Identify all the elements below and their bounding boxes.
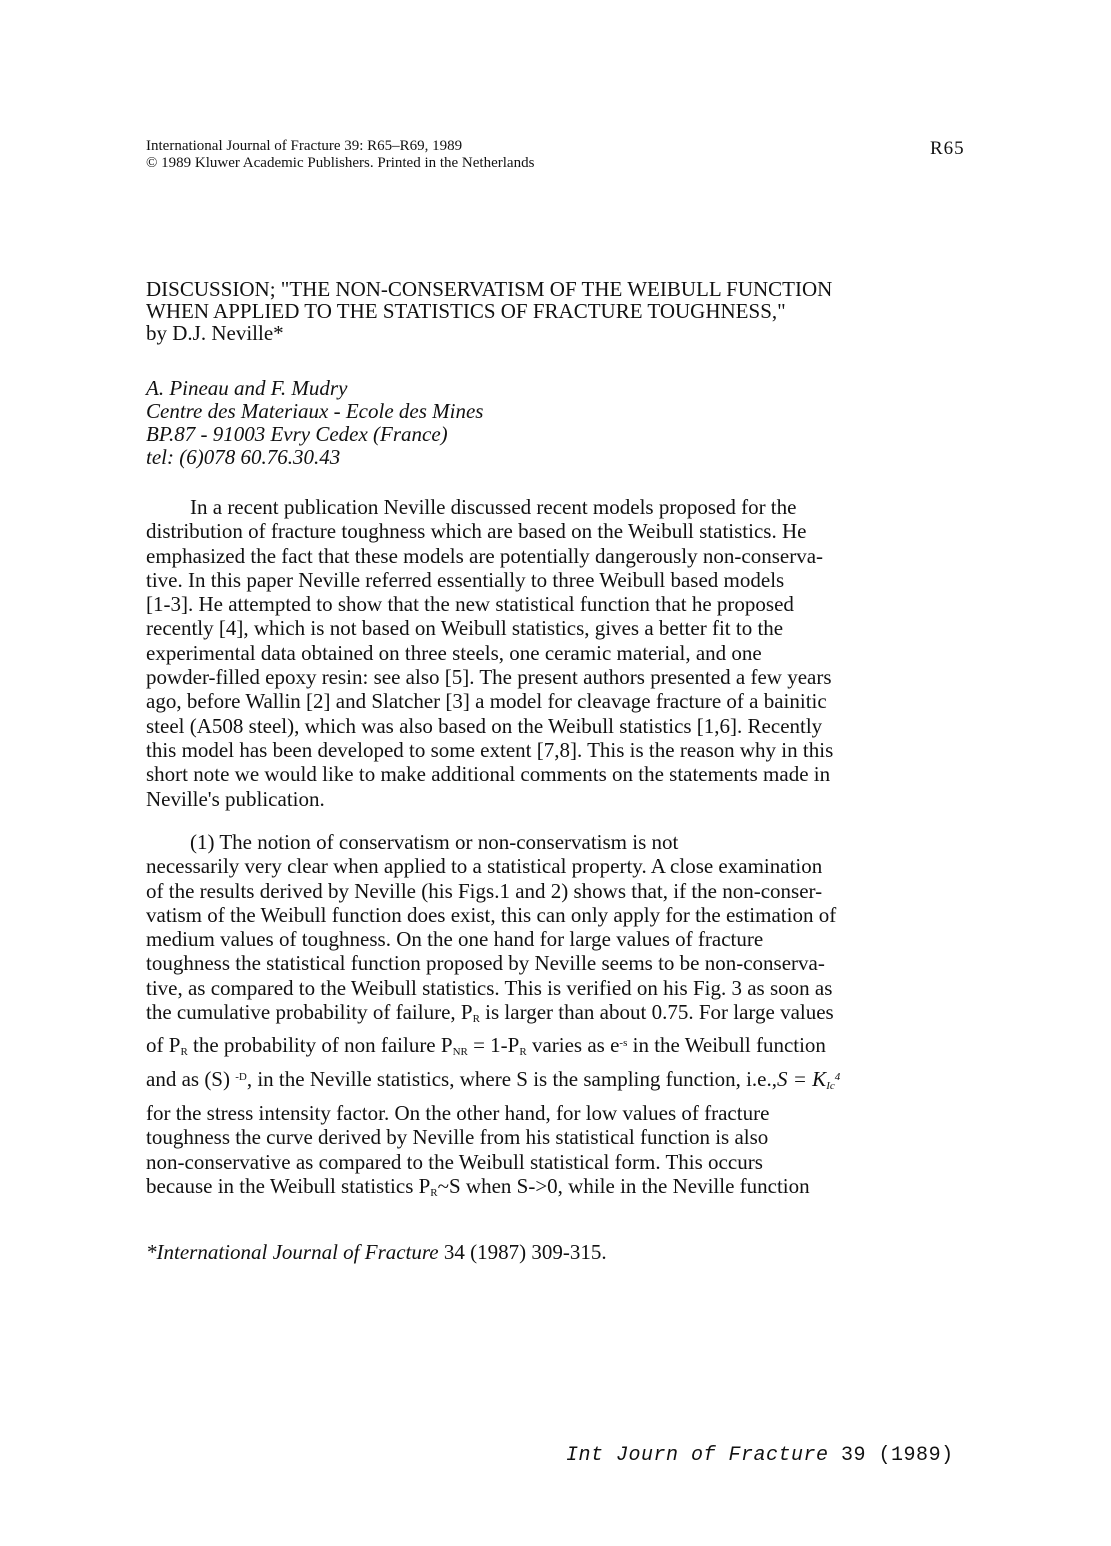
text-run: in the Weibull function xyxy=(627,1033,826,1058)
author-block xyxy=(146,377,483,469)
copyright-line: © 1989 Kluwer Academic Publishers. Printed in the Netherlands xyxy=(146,155,535,171)
paragraph-1 xyxy=(146,495,946,811)
math-expression xyxy=(777,1067,840,1091)
footer-volume: 39 (1989) xyxy=(828,1444,954,1467)
paragraph-line: non-conservative as compared to the Weibull statistical form. This occurs xyxy=(146,1149,763,1174)
page-number: R65 xyxy=(930,138,965,159)
text-run: is larger than about 0.75. For large values xyxy=(479,1000,834,1025)
subscript: R xyxy=(180,1046,188,1059)
subscript: R xyxy=(472,1013,480,1026)
text-run: varies as e xyxy=(526,1033,620,1058)
paragraph-line: In a recent publication Neville discussed recent models proposed for the xyxy=(190,495,797,519)
author-telephone: tel: (6)078 60.76.30.43 xyxy=(146,445,341,469)
author-affiliation: Centre des Materiaux - Ecole des Mines xyxy=(146,399,484,423)
paragraph-3 xyxy=(146,1101,946,1205)
text-run: the probability of non failure P xyxy=(187,1033,453,1058)
subscript: NR xyxy=(452,1046,468,1059)
superscript: 4 xyxy=(834,1070,841,1083)
paragraph-line: ago, before Wallin [2] and Slatcher [3] a model for cleavage fracture of a bainitic xyxy=(146,689,827,714)
author-address: BP.87 - 91003 Evry Cedex (France) xyxy=(146,422,448,446)
journal-citation: International Journal of Fracture 39: R65–R69, 1989 xyxy=(146,138,463,154)
text-run: , in the Neville statistics, where S is the sampling function, i.e., xyxy=(246,1066,778,1091)
paragraph-line: this model has been developed to some extent [7,8]. This is the reason why in this xyxy=(146,737,834,762)
paragraph-line: (1) The notion of conservatism or non-conservatism is not xyxy=(190,830,679,854)
paragraph-line xyxy=(146,1031,946,1064)
paragraph-line xyxy=(146,1174,946,1205)
footer-journal: Int Journ of Fracture xyxy=(566,1444,829,1467)
paragraph-line: recently [4], which is not based on Weibull statistics, gives a better fit to the xyxy=(146,616,784,641)
title-line-2: WHEN APPLIED TO THE STATISTICS OF FRACTURE TOUGHNESS," xyxy=(146,299,786,323)
title-line-1: DISCUSSION; "THE NON-CONSERVATISM OF THE WEIBULL FUNCTION xyxy=(146,277,833,301)
paragraph-line: toughness the statistical function proposed by Neville seems to be non-conserva- xyxy=(146,951,825,976)
journal-header xyxy=(146,138,534,172)
paragraph-line: short note we would like to make additional comments on the statements made in xyxy=(146,762,831,787)
author-names: A. Pineau and F. Mudry xyxy=(146,376,348,400)
paragraph-line: of the results derived by Neville (his Figs.1 and 2) shows that, if the non-conser- xyxy=(146,878,823,903)
paragraph-2 xyxy=(146,830,946,1098)
text-run: ~S when S->0, while in the Neville function xyxy=(437,1173,810,1198)
paragraph-line: vatism of the Weibull function does exist, this can only apply for the estimation of xyxy=(146,902,837,927)
paragraph-line: distribution of fracture toughness which are based on the Weibull statistics. He xyxy=(146,519,807,544)
text-run: and as (S) xyxy=(146,1066,236,1091)
text-run: = 1-P xyxy=(467,1033,520,1058)
paragraph-line: [1-3]. He attempted to show that the new statistical function that he proposed xyxy=(146,592,794,617)
paragraph-line xyxy=(146,1065,946,1098)
paragraph-line: medium values of toughness. On the one hand for large values of fracture xyxy=(146,927,764,952)
footnote-journal: *International Journal of Fracture xyxy=(146,1240,439,1264)
paragraph-line: tive, as compared to the Weibull statistics. This is verified on his Fig. 3 as soon as xyxy=(146,975,833,1000)
math-text: S = K xyxy=(777,1066,827,1091)
subscript: R xyxy=(430,1186,438,1199)
paragraph-line xyxy=(146,1000,946,1031)
page-footer xyxy=(566,1444,954,1467)
footnote xyxy=(146,1240,607,1265)
paragraph-line: experimental data obtained on three steels, one ceramic material, and one xyxy=(146,640,762,665)
superscript: -s xyxy=(619,1037,628,1050)
text-run: because in the Weibull statistics P xyxy=(146,1173,431,1198)
footnote-reference: 34 (1987) 309-315. xyxy=(438,1240,607,1264)
article-title xyxy=(146,278,1006,344)
paragraph-line: Neville's publication. xyxy=(146,786,325,811)
paragraph-line: for the stress intensity factor. On the other hand, for low values of fracture xyxy=(146,1101,770,1125)
subscript: R xyxy=(519,1046,527,1059)
superscript: -D xyxy=(235,1070,247,1083)
subscript: Ic xyxy=(826,1079,835,1092)
paragraph-line: tive. In this paper Neville referred essentially to three Weibull based models xyxy=(146,567,785,592)
paragraph-line: powder-filled epoxy resin: see also [5]. The present authors presented a few years xyxy=(146,665,832,690)
title-byline: by D.J. Neville* xyxy=(146,321,284,345)
paragraph-line: necessarily very clear when applied to a statistical property. A close examination xyxy=(146,854,823,879)
paragraph-line: toughness the curve derived by Neville from his statistical function is also xyxy=(146,1125,769,1150)
paragraph-line: emphasized the fact that these models are potentially dangerously non-conserva- xyxy=(146,543,824,568)
text-run: of P xyxy=(146,1033,181,1058)
paragraph-line: steel (A508 steel), which was also based on the Weibull statistics [1,6]. Recently xyxy=(146,713,823,738)
text-run: the cumulative probability of failure, P xyxy=(146,1000,473,1025)
